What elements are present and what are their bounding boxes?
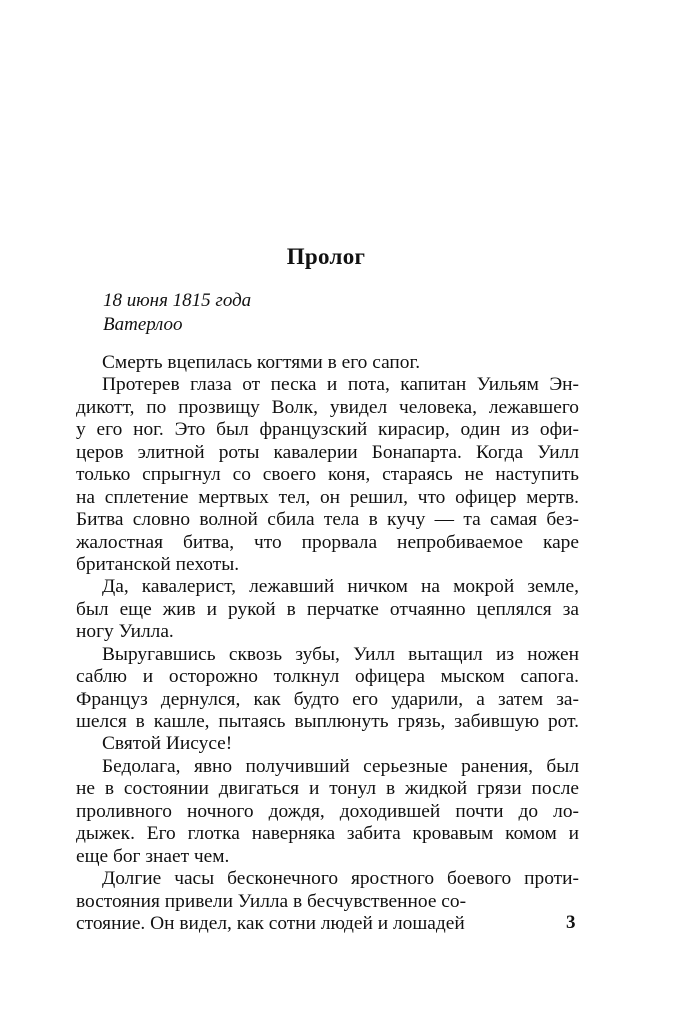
text-line: на сплетение мертвых тел, он решил, что офицер мертв. xyxy=(76,486,579,508)
text-line: британской пехоты. xyxy=(76,553,240,575)
text-line: Битва словно волной сбила тела в кучу — та самая без- xyxy=(76,509,579,531)
text-line: Бедолага, явно получивший серьезные ранения, был xyxy=(102,755,579,777)
text-line: проливного ночного дождя, доходившей почти до ло- xyxy=(76,800,579,822)
text-line: Выругавшись сквозь зубы, Уилл вытащил из ножен xyxy=(102,643,579,665)
text-line: Протерев глаза от песка и пота, капитан Уильям Эн- xyxy=(102,374,579,396)
chapter-title: Пролог xyxy=(286,244,366,269)
text-line: Святой Иисусе! xyxy=(102,733,233,755)
text-line: был еще жив и рукой в перчатке отчаянно цеплялся за xyxy=(76,598,579,620)
body-text xyxy=(76,352,579,935)
epigraph-date: 18 июня 1815 года xyxy=(103,290,252,311)
text-line: ногу Уилла. xyxy=(76,621,174,643)
text-line: не в состоянии двигаться и тонул в жидкой грязи после xyxy=(76,778,579,800)
text-line: Смерть вцепилась когтями в его сапог. xyxy=(102,352,421,373)
page-number: 3 xyxy=(566,912,576,933)
text-line: дикотт, по прозвищу Волк, увидел человека, лежавшего xyxy=(76,396,579,418)
text-line: только спрыгнул со своего коня, стараясь не наступить xyxy=(76,464,579,486)
text-line: еще бог знает чем. xyxy=(76,845,230,867)
text-line: Долгие часы бесконечного яростного боевого проти- xyxy=(102,868,579,890)
text-line: у его ног. Это был французский кирасир, один из офи- xyxy=(76,419,579,441)
text-line: востояния привели Уилла в бесчувственное со- xyxy=(76,890,467,912)
text-line: саблю и осторожно толкнул офицера мыском сапога. xyxy=(76,666,579,688)
text-line: стояние. Он видел, как сотни людей и лошадей xyxy=(76,912,465,934)
text-line: шелся в кашле, пытаясь выплюнуть грязь, забившую рот. xyxy=(76,711,579,732)
text-line: дыжек. Его глотка наверняка забита кровавым комом и xyxy=(76,823,579,845)
text-line: церов элитной роты кавалерии Бонапарта. Когда Уилл xyxy=(76,441,579,463)
epigraph xyxy=(103,289,251,337)
text-line: жалостная битва, что прорвала непробиваемое каре xyxy=(76,531,579,553)
text-line: Француз дернулся, как будто его ударили, а затем за- xyxy=(76,688,579,710)
text-line: Да, кавалерист, лежавший ничком на мокрой земле, xyxy=(102,576,579,598)
epigraph-place: Ватерлоо xyxy=(103,314,183,335)
